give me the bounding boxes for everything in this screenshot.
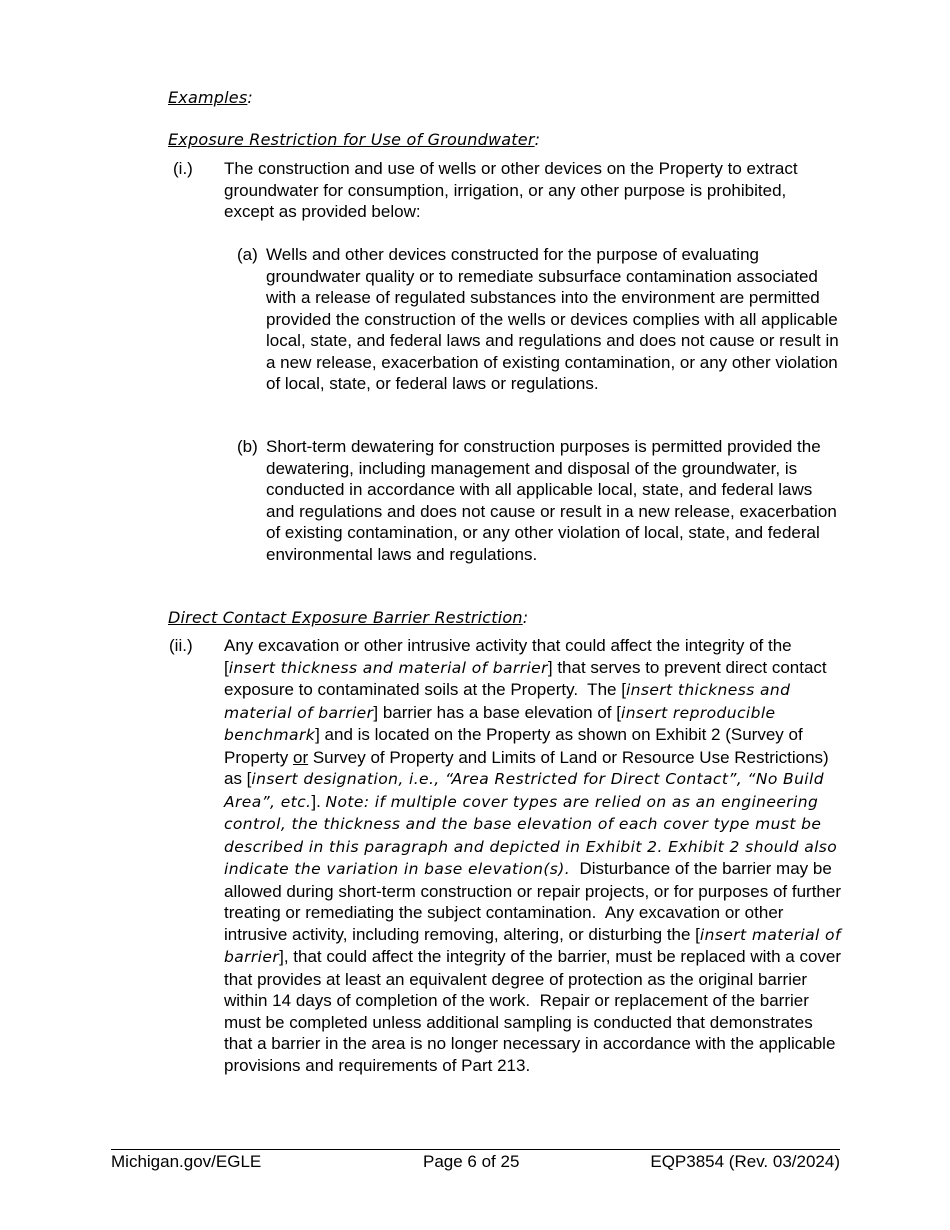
s2-text-6: ]. (311, 791, 326, 811)
examples-heading-text: Examples (168, 88, 248, 107)
section-2-paragraph (224, 635, 847, 1076)
subitem-b-label: (b) (237, 437, 258, 456)
s2-italic-note: Note: if multiple cover types are relied on as an engineering control, the thickness and the base elevation of each cover type must be described in this paragraph and depicted in Exhibit 2. Exhibit 2 should also indicate the variation in base elevation(s). (224, 792, 843, 878)
examples-heading (168, 88, 253, 107)
subitem-b-text: Short-term dewatering for construction purposes is permitted provided the dewatering, including management and disposal of the groundwater, is conducted in accordance with all applicable local, state, and federal laws and regulations and does not cause or result in a new release, exacerbation of existing contamination, or any other violation of local, state, and federal environmental laws and regulations. (266, 437, 837, 564)
s2-or-underlined: or (292, 747, 309, 767)
s2-italic-2: insert thickness and material of barrier (224, 681, 796, 722)
s2-text-1: Any excavation or other intrusive activity that could affect the integrity of the [ (224, 636, 797, 677)
section-2-heading (168, 608, 528, 627)
section-2-heading-text: Direct Contact Exposure Barrier Restriction (168, 608, 523, 627)
s2-italic-4: insert designation, i.e., “Area Restricted for Direct Contact”, “No Build Area”, etc. (224, 770, 830, 811)
section-2-number: (ii.) (169, 636, 193, 655)
s2-text-8: ], that could affect the integrity of the barrier, must be replaced with a cover that provides at least an equivalent degree of protection as the original barrier within 14 days of completion of the work. Repair or replacement of the barrier must be completed unless additional sampling is conducted that demonstrates that a barrier in the area is no longer necessary in accordance with the applicable provisions and requirements of Part 213. (224, 947, 846, 1075)
s2-text-5: Survey of Property and Limits of Land or Resource Use Restrictions) as [ (224, 747, 834, 788)
section-1-paragraph: The construction and use of wells or other devices on the Property to extract groundwater for consumption, irrigation, or any other purpose is prohibited, except as provided below: (224, 159, 798, 221)
section-1-colon: : (534, 130, 541, 149)
s2-italic-1: insert thickness and material of barrier (228, 658, 548, 677)
section-2-colon: : (522, 608, 529, 627)
s2-text-4: ] and is located on the Property as shown on Exhibit 2 (Survey of Property (224, 725, 808, 767)
subitem-a-label: (a) (237, 245, 258, 264)
section-1-number: (i.) (173, 159, 193, 178)
footer-page-number: Page 6 of 25 (423, 1152, 520, 1171)
s2-text-3: ] barrier has a base elevation of [ (373, 702, 621, 722)
s2-italic-3: insert reproducible benchmark (224, 703, 781, 744)
section-1-heading-text: Exposure Restriction for Use of Groundwater (168, 130, 535, 149)
s2-text-2: ] that serves to prevent direct contact exposure to contaminated soils at the Property. The [ (224, 657, 832, 699)
subitem-a-text: Wells and other devices constructed for the purpose of evaluating groundwater quality or to remediate subsurface contamination associated with a release of regulated substances into the environment are permitted provided the construction of the wells or devices complies with all applicable local, state, and federal laws and regulations and does not cause or result in a new release, exacerbation of existing contamination, or any other violation of local, state, or federal laws or regulations. (266, 245, 839, 393)
s2-text-7: Disturbance of the barrier may be allowed during short-term construction or repair projects, or for purposes of further treating or remediating the subject contamination. Any excavation or other intrusive activity, including removing, altering, or disturbing the [ (224, 859, 846, 944)
footer-form-number: EQP3854 (Rev. 03/2024) (650, 1152, 840, 1171)
examples-colon: : (247, 88, 253, 107)
footer-divider (111, 1149, 840, 1150)
footer-left: Michigan.gov/EGLE (111, 1152, 262, 1171)
s2-italic-6: insert material of barrier (224, 925, 847, 966)
section-1-heading (168, 130, 540, 149)
